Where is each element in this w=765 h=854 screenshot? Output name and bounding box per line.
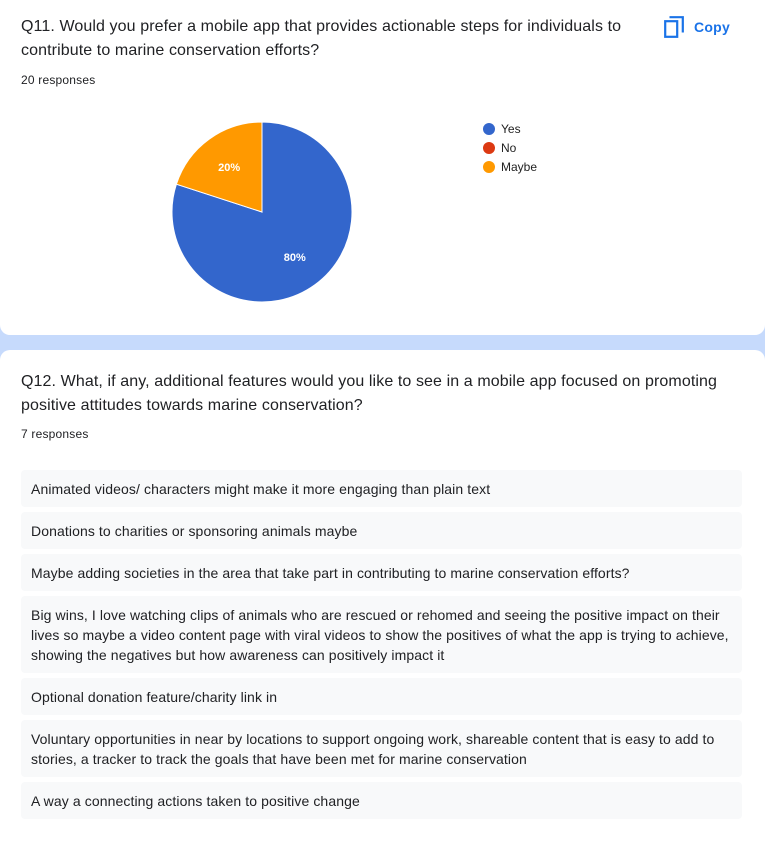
legend-item-no[interactable] — [483, 138, 537, 157]
chart-legend — [483, 119, 537, 176]
legend-swatch — [483, 123, 495, 135]
legend-swatch — [483, 142, 495, 154]
response-count: 20 responses — [21, 73, 96, 87]
answer-list — [21, 470, 742, 824]
copy-icon — [664, 16, 684, 38]
pie-label-maybe: 20% — [218, 161, 241, 174]
answer-item: Maybe adding societies in the area that take part in contributing to marine conservation efforts? — [21, 554, 742, 591]
answer-item: A way a connecting actions taken to positive change — [21, 782, 742, 819]
legend-swatch — [483, 161, 495, 173]
legend-label: No — [501, 140, 517, 155]
answer-item: Donations to charities or sponsoring animals maybe — [21, 512, 742, 549]
question-card-q12 — [0, 350, 765, 854]
question-card-q11 — [0, 0, 765, 335]
legend-item-yes[interactable] — [483, 119, 537, 138]
legend-item-maybe[interactable] — [483, 157, 537, 176]
question-title: Q12. What, if any, additional features would you like to see in a mobile app focused on promoting positive attitudes towards marine conservation? — [21, 373, 718, 414]
answer-item: Voluntary opportunities in near by locations to support ongoing work, shareable content that is easy to add to stories, a tracker to track the goals that have been met for marine conservation — [21, 720, 742, 777]
answer-item: Big wins, I love watching clips of animals who are rescued or rehomed and seeing the positive impact on their lives so maybe a video content page with viral videos to show the positives of what the app is trying to achieve, showing the negatives but how awareness can positively impact it — [21, 596, 742, 673]
answer-item: Optional donation feature/charity link in — [21, 678, 742, 715]
response-count: 7 responses — [21, 427, 89, 441]
legend-label: Maybe — [501, 159, 538, 174]
pie-label-yes: 80% — [283, 252, 306, 265]
pie-chart — [162, 112, 362, 312]
question-title: Q11. Would you prefer a mobile app that provides actionable steps for individuals to contribute to marine conservation efforts? — [21, 18, 622, 59]
copy-button-label: Copy — [694, 19, 730, 35]
copy-button[interactable] — [664, 13, 730, 41]
legend-label: Yes — [501, 121, 521, 136]
answer-item: Animated videos/ characters might make it more engaging than plain text — [21, 470, 742, 507]
